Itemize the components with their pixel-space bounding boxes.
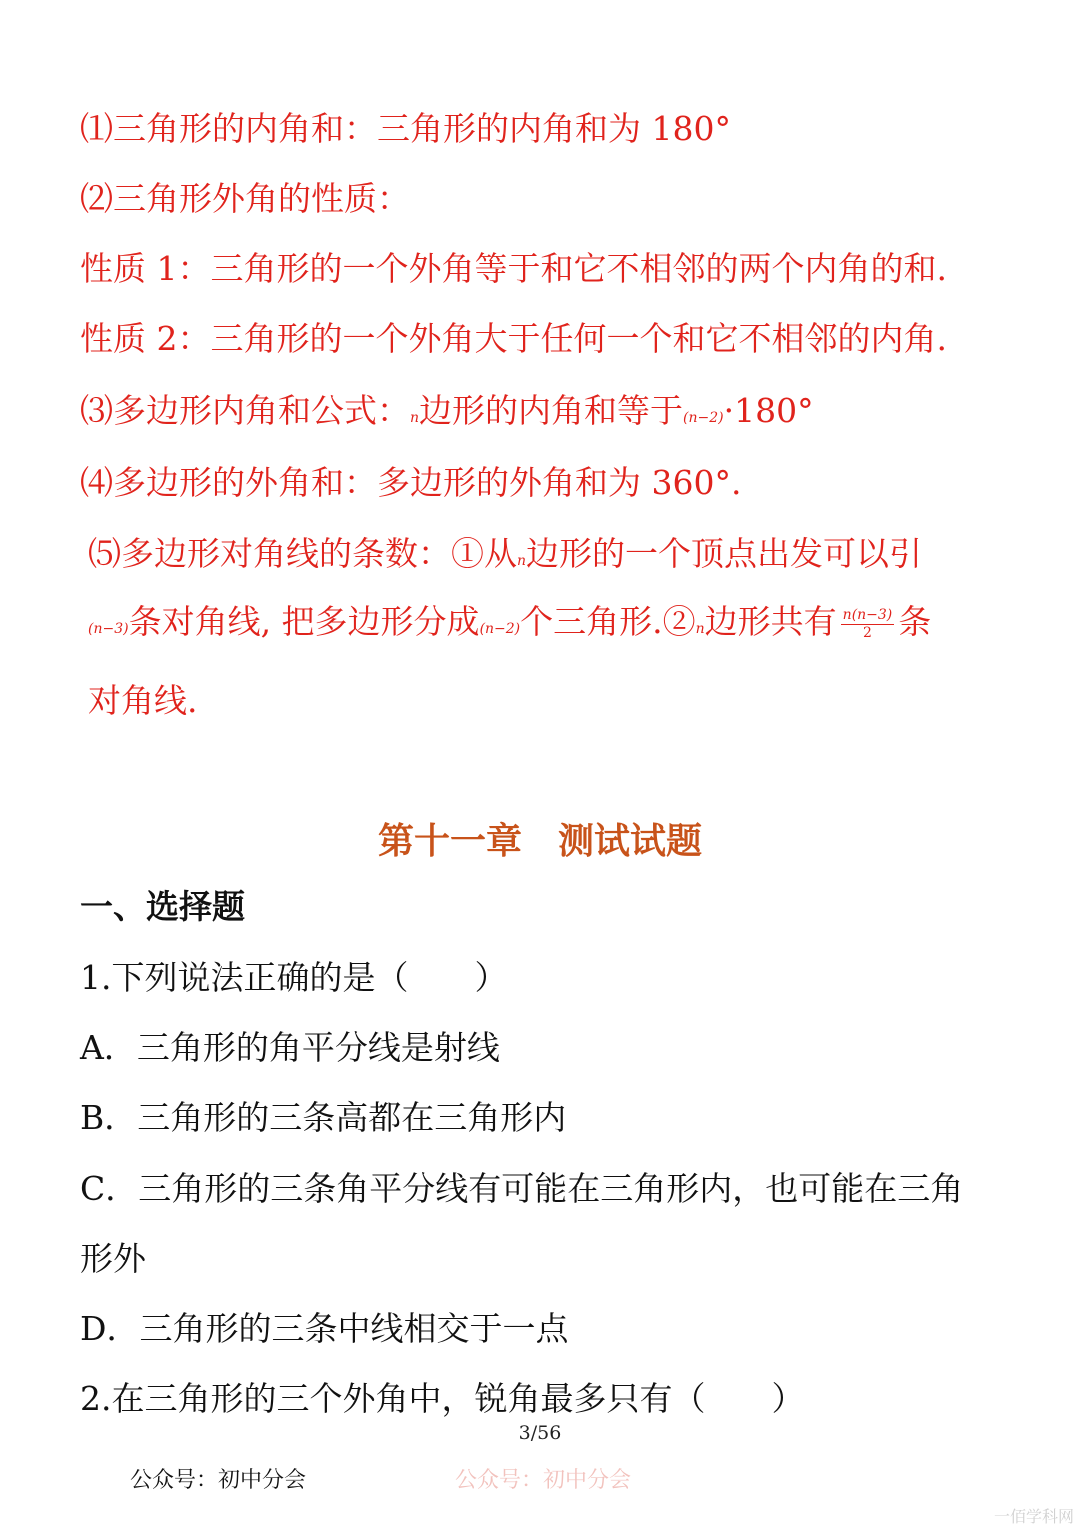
item5-lead: ⑸多边形对角线的条数：①从 — [88, 534, 517, 573]
property-2: 性质 2：三角形的一个外角大于任何一个和它不相邻的内角. — [80, 319, 947, 358]
item-diagonals-line1 — [88, 534, 923, 573]
footer-watermark-center: 公众号：初中分会 — [455, 1468, 632, 1493]
item-diagonals-line2 — [88, 602, 932, 641]
question-2: 2.在三角形的三个外角中，锐角最多只有（ ） — [80, 1379, 805, 1418]
footer-account: 公众号：初中分会 — [130, 1468, 307, 1493]
question-1-option-d: D．三角形的三条中线相交于一点 — [80, 1309, 569, 1348]
item-polygon-interior-sum — [80, 391, 814, 430]
property-1: 性质 1：三角形的一个外角等于和它不相邻的两个内角的和. — [80, 249, 947, 288]
page-number: 3/56 — [518, 1422, 562, 1444]
formula-n-minus-2: (n−2) — [683, 410, 724, 426]
formula-n-minus-3: (n−3) — [88, 621, 129, 637]
question-1: 1.下列说法正确的是（ ） — [80, 958, 508, 997]
item5-text-b: 个三角形.② — [520, 602, 696, 641]
section-title: 一、选择题 — [80, 887, 245, 926]
item-exterior-angle-properties: ⑵三角形外角的性质： — [80, 179, 410, 218]
var-n: n — [517, 553, 527, 569]
item5-text-d: 条 — [898, 602, 932, 641]
question-1-option-c: C．三角形的三条角平分线有可能在三角形内，也可能在三角 — [80, 1169, 964, 1208]
item3-tail: ·180° — [723, 391, 814, 430]
item-diagonals-line3: 对角线. — [88, 681, 198, 720]
fraction-denominator: 2 — [863, 624, 872, 641]
var-n: n — [695, 621, 705, 637]
item3-lead: ⑶多边形内角和公式： — [80, 391, 410, 430]
formula-n-minus-2: (n−2) — [479, 621, 521, 637]
question-1-option-c-cont: 形外 — [80, 1239, 146, 1278]
site-watermark: 一佰学科网 — [993, 1507, 1074, 1526]
item5-lead-tail: 边形的一个顶点出发可以引 — [526, 534, 923, 573]
var-n: n — [410, 410, 420, 426]
chapter-title: 第十一章 测试试题 — [377, 820, 702, 862]
item-polygon-exterior-sum: ⑷多边形的外角和：多边形的外角和为 360°. — [80, 463, 742, 502]
item5-text-c: 边形共有 — [704, 602, 837, 641]
item3-mid: 边形的内角和等于 — [419, 391, 684, 430]
fraction-diagonals — [841, 607, 895, 642]
item5-text-a: 条对角线, 把多边形分成 — [128, 602, 480, 641]
question-1-option-a: A．三角形的角平分线是射线 — [80, 1028, 500, 1067]
item-interior-angle-sum: ⑴三角形的内角和：三角形的内角和为 180° — [80, 109, 731, 148]
question-1-option-b: B．三角形的三条高都在三角形内 — [80, 1098, 567, 1137]
fraction-numerator: n(n−3) — [842, 606, 893, 623]
